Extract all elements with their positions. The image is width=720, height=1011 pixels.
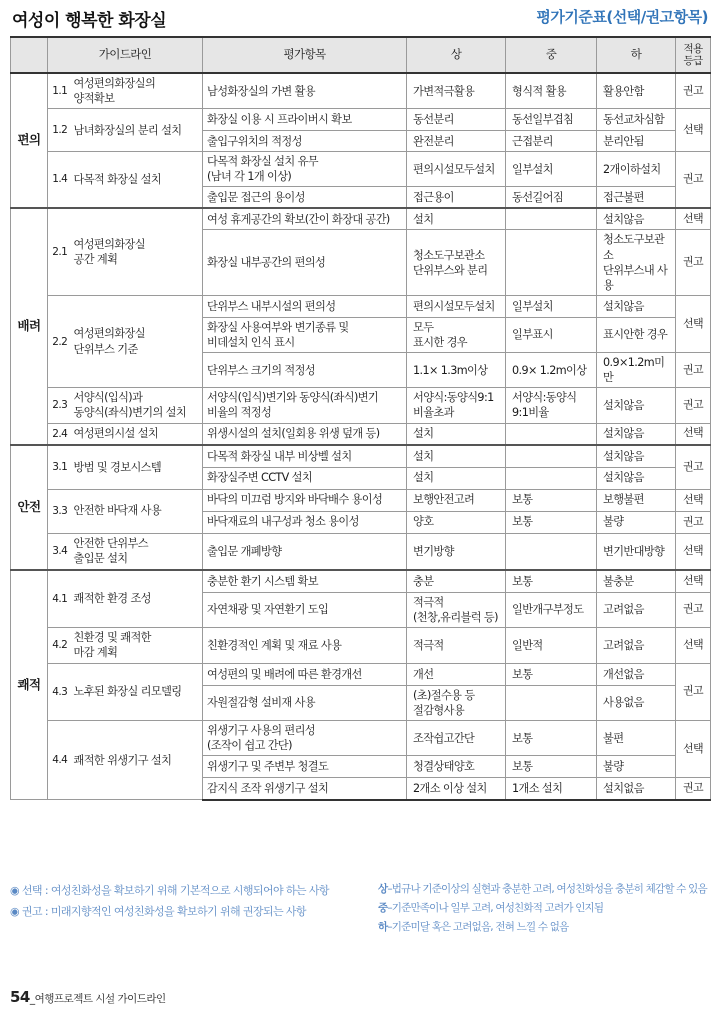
grade-cell: 권고 bbox=[676, 663, 711, 720]
legend-notes bbox=[10, 880, 710, 940]
evaluation-item: 친환경적인 계획 및 재료 사용 bbox=[203, 627, 407, 663]
evaluation-item: 위생시설의 설치(일회용 위생 덮개 등) bbox=[203, 423, 407, 445]
level-mid bbox=[506, 230, 597, 295]
evaluation-item: 위생기구 사용의 편리성 (조작이 쉽고 간단) bbox=[203, 720, 407, 755]
level-low: 활용안함 bbox=[597, 73, 676, 109]
evaluation-item: 화장실 사용여부와 변기종류 및 비데설치 인식 표시 bbox=[203, 317, 407, 352]
level-low: 불량 bbox=[597, 756, 676, 778]
grade-cell: 권고 bbox=[676, 592, 711, 627]
level-mid bbox=[506, 685, 597, 720]
level-low: 분리안됨 bbox=[597, 131, 676, 152]
table-body bbox=[11, 73, 711, 800]
level-high: 설치 bbox=[407, 467, 506, 489]
header-guideline: 가이드라인 bbox=[48, 37, 203, 73]
table-row bbox=[11, 152, 711, 187]
level-high: 보행안전고려 bbox=[407, 489, 506, 511]
level-low: 설치않음 bbox=[597, 423, 676, 445]
level-low: 고려없음 bbox=[597, 627, 676, 663]
guideline-name: 서양식(입식)과 동양식(좌식)변기의 설치 bbox=[72, 388, 203, 423]
evaluation-table bbox=[10, 36, 711, 801]
guideline-number: 2.2 bbox=[48, 295, 72, 387]
level-low: 청소도구보관소 단위부스내 사용 bbox=[597, 230, 676, 295]
level-high: 개선 bbox=[407, 663, 506, 685]
level-mid: 보통 bbox=[506, 570, 597, 592]
level-low: 설치없음 bbox=[597, 778, 676, 800]
header-item: 평가항목 bbox=[203, 37, 407, 73]
guideline-number: 1.4 bbox=[48, 152, 72, 208]
level-notes bbox=[378, 880, 718, 937]
evaluation-item: 출입문 개폐방향 bbox=[203, 533, 407, 570]
evaluation-item: 다목적 화장실 내부 비상벨 설치 bbox=[203, 445, 407, 467]
level-low: 2개이하설치 bbox=[597, 152, 676, 187]
guideline-number: 4.4 bbox=[48, 720, 72, 799]
level-mid: 보통 bbox=[506, 511, 597, 533]
grade-cell: 권고 bbox=[676, 230, 711, 295]
table-row bbox=[11, 388, 711, 423]
header-low: 하 bbox=[597, 37, 676, 73]
level-low: 설치않음 bbox=[597, 295, 676, 317]
level-low: 설치않음 bbox=[597, 208, 676, 230]
grade-cell: 선택 bbox=[676, 208, 711, 230]
grade-cell: 선택 bbox=[676, 489, 711, 511]
level-mid bbox=[506, 467, 597, 489]
evaluation-item: 출입구위치의 적정성 bbox=[203, 131, 407, 152]
grade-cell: 선택 bbox=[676, 295, 711, 352]
level-low: 표시안한 경우 bbox=[597, 317, 676, 352]
evaluation-item: 단위부스 크기의 적정성 bbox=[203, 353, 407, 388]
table-row bbox=[11, 73, 711, 109]
level-low: 변기반대방향 bbox=[597, 533, 676, 570]
table-row bbox=[11, 109, 711, 131]
guideline-name: 노후된 화장실 리모델링 bbox=[72, 663, 203, 720]
evaluation-item: 화장실 내부공간의 편의성 bbox=[203, 230, 407, 295]
level-mid: 동선일부겹침 bbox=[506, 109, 597, 131]
category-cell: 안전 bbox=[11, 445, 48, 570]
level-low: 개선없음 bbox=[597, 663, 676, 685]
level-high: 양호 bbox=[407, 511, 506, 533]
level-low: 불편 bbox=[597, 720, 676, 755]
guideline-name: 다목적 화장실 설치 bbox=[72, 152, 203, 208]
grade-cell: 선택 bbox=[676, 533, 711, 570]
header-category bbox=[11, 37, 48, 73]
guideline-number: 4.1 bbox=[48, 570, 72, 627]
guideline-name: 안전한 바닥재 사용 bbox=[72, 489, 203, 533]
guideline-name: 여성편의화장실의 양적확보 bbox=[72, 73, 203, 109]
level-high: 편의시설모두설치 bbox=[407, 295, 506, 317]
level-high: 적극적 bbox=[407, 627, 506, 663]
grade-cell: 선택 bbox=[676, 720, 711, 777]
level-high: 조작쉽고간단 bbox=[407, 720, 506, 755]
guideline-name: 친환경 및 쾌적한 마감 계획 bbox=[72, 627, 203, 663]
grade-cell: 권고 bbox=[676, 388, 711, 423]
level-high: 서양식:동양식9:1 비율초과 bbox=[407, 388, 506, 423]
level-low: 보행불편 bbox=[597, 489, 676, 511]
guideline-number: 2.4 bbox=[48, 423, 72, 445]
level-mid: 보통 bbox=[506, 756, 597, 778]
level-mid: 일부표시 bbox=[506, 317, 597, 352]
evaluation-item: 남성화장실의 가변 활용 bbox=[203, 73, 407, 109]
guideline-number: 4.2 bbox=[48, 627, 72, 663]
level-high: 적극적 (천창,유리블럭 등) bbox=[407, 592, 506, 627]
grade-cell: 권고 bbox=[676, 152, 711, 208]
evaluation-item: 바닥재료의 내구성과 청소 용이성 bbox=[203, 511, 407, 533]
evaluation-item: 자연채광 및 자연환기 도입 bbox=[203, 592, 407, 627]
table-header-row bbox=[11, 37, 711, 73]
table-row bbox=[11, 489, 711, 511]
page-number: 54 bbox=[10, 988, 30, 1006]
note-mid: 중–기준만족이나 일부 고려, 여성친화적 고려가 인지됨 bbox=[378, 902, 604, 914]
level-mid: 형식적 활용 bbox=[506, 73, 597, 109]
guideline-name: 남녀화장실의 분리 설치 bbox=[72, 109, 203, 152]
level-high: 1.1× 1.3m이상 bbox=[407, 353, 506, 388]
level-high: 변기방향 bbox=[407, 533, 506, 570]
grade-cell: 권고 bbox=[676, 511, 711, 533]
level-mid: 0.9× 1.2m이상 bbox=[506, 353, 597, 388]
evaluation-item: 화장실주변 CCTV 설치 bbox=[203, 467, 407, 489]
level-low: 설치않음 bbox=[597, 388, 676, 423]
table-row bbox=[11, 445, 711, 467]
level-high: 충분 bbox=[407, 570, 506, 592]
level-low: 설치않음 bbox=[597, 467, 676, 489]
grade-cell: 권고 bbox=[676, 73, 711, 109]
evaluation-item: 위생기구 및 주변부 청결도 bbox=[203, 756, 407, 778]
level-mid bbox=[506, 208, 597, 230]
level-high: 청결상태양호 bbox=[407, 756, 506, 778]
table-row bbox=[11, 208, 711, 230]
evaluation-item: 충분한 환기 시스템 확보 bbox=[203, 570, 407, 592]
table-row bbox=[11, 295, 711, 317]
level-low: 사용없음 bbox=[597, 685, 676, 720]
grade-cell: 권고 bbox=[676, 445, 711, 489]
level-mid: 보통 bbox=[506, 489, 597, 511]
level-high: 2개소 이상 설치 bbox=[407, 778, 506, 800]
level-mid: 일반적 bbox=[506, 627, 597, 663]
level-high: 가변적극활용 bbox=[407, 73, 506, 109]
evaluation-item: 자원절감형 설비재 사용 bbox=[203, 685, 407, 720]
table-row bbox=[11, 423, 711, 445]
level-low: 동선교차심함 bbox=[597, 109, 676, 131]
evaluation-item: 화장실 이용 시 프라이버시 확보 bbox=[203, 109, 407, 131]
grade-cell: 권고 bbox=[676, 778, 711, 800]
level-high: 완전분리 bbox=[407, 131, 506, 152]
level-high: 동선분리 bbox=[407, 109, 506, 131]
evaluation-item: 서양식(입식)변기와 동양식(좌식)변기 비율의 적정성 bbox=[203, 388, 407, 423]
evaluation-item: 다목적 화장실 설치 유무 (남녀 각 1개 이상) bbox=[203, 152, 407, 187]
guideline-name: 쾌적한 환경 조성 bbox=[72, 570, 203, 627]
level-low: 0.9×1.2m미만 bbox=[597, 353, 676, 388]
category-cell: 쾌적 bbox=[11, 570, 48, 800]
evaluation-item: 출입문 접근의 용이성 bbox=[203, 187, 407, 208]
note-recommend: ◉ 권고 : 미래지향적인 여성친화성을 확보하기 위해 권장되는 사항 bbox=[10, 905, 306, 918]
level-mid bbox=[506, 445, 597, 467]
level-mid: 보통 bbox=[506, 663, 597, 685]
guideline-number: 2.1 bbox=[48, 208, 72, 295]
level-mid: 보통 bbox=[506, 720, 597, 755]
guideline-name: 여성편의시설 설치 bbox=[72, 423, 203, 445]
note-low: 하–기준미달 혹은 고려없음, 전혀 느낄 수 없음 bbox=[378, 921, 569, 933]
table-row bbox=[11, 720, 711, 755]
grade-cell: 선택 bbox=[676, 570, 711, 592]
level-high: 모두 표시한 경우 bbox=[407, 317, 506, 352]
guideline-number: 1.2 bbox=[48, 109, 72, 152]
footer-text: _여행프로젝트 시설 가이드라인 bbox=[29, 993, 166, 1005]
guideline-number: 1.1 bbox=[48, 73, 72, 109]
level-low: 설치않음 bbox=[597, 445, 676, 467]
evaluation-item: 여성 휴게공간의 확보(간이 화장대 공간) bbox=[203, 208, 407, 230]
level-high: 설치 bbox=[407, 445, 506, 467]
level-mid bbox=[506, 423, 597, 445]
level-mid: 근접분리 bbox=[506, 131, 597, 152]
level-high: 설치 bbox=[407, 208, 506, 230]
level-mid: 일부설치 bbox=[506, 295, 597, 317]
guideline-number: 4.3 bbox=[48, 663, 72, 720]
grade-cell: 권고 bbox=[676, 353, 711, 388]
page-footer bbox=[10, 988, 166, 1006]
page-header bbox=[10, 0, 710, 34]
grade-cell: 선택 bbox=[676, 423, 711, 445]
guideline-number: 2.3 bbox=[48, 388, 72, 423]
level-mid: 1개소 설치 bbox=[506, 778, 597, 800]
header-mid: 중 bbox=[506, 37, 597, 73]
table-row bbox=[11, 570, 711, 592]
evaluation-item: 여성편의 및 배려에 따른 환경개선 bbox=[203, 663, 407, 685]
guideline-name: 쾌적한 위생기구 설치 bbox=[72, 720, 203, 799]
level-mid bbox=[506, 533, 597, 570]
page-title: 여성이 행복한 화장실 bbox=[12, 11, 167, 31]
level-low: 불량 bbox=[597, 511, 676, 533]
level-low: 접근불편 bbox=[597, 187, 676, 208]
header-grade: 적용 등급 bbox=[676, 37, 711, 73]
page-subtitle: 평가기준표(선택/권고항목) bbox=[536, 8, 708, 26]
evaluation-item: 감지식 조작 위생기구 설치 bbox=[203, 778, 407, 800]
guideline-number: 3.1 bbox=[48, 445, 72, 489]
guideline-name: 여성편의화장실 단위부스 기준 bbox=[72, 295, 203, 387]
level-mid: 일반개구부정도 bbox=[506, 592, 597, 627]
category-cell: 배려 bbox=[11, 208, 48, 445]
level-mid: 서양식:동양식 9:1비율 bbox=[506, 388, 597, 423]
level-low: 고려없음 bbox=[597, 592, 676, 627]
table-row bbox=[11, 663, 711, 685]
table-row bbox=[11, 627, 711, 663]
level-high: (초)절수용 등 절감형사용 bbox=[407, 685, 506, 720]
grade-notes bbox=[10, 880, 380, 922]
level-low: 불충분 bbox=[597, 570, 676, 592]
guideline-number: 3.4 bbox=[48, 533, 72, 570]
note-high: 상–법규나 기준이상의 실현과 충분한 고려, 여성친화성을 충분히 체감할 수 있음 bbox=[378, 883, 707, 895]
level-high: 접근용이 bbox=[407, 187, 506, 208]
grade-cell: 선택 bbox=[676, 109, 711, 152]
guideline-number: 3.3 bbox=[48, 489, 72, 533]
grade-cell: 선택 bbox=[676, 627, 711, 663]
evaluation-item: 바닥의 미끄럼 방지와 바닥배수 용이성 bbox=[203, 489, 407, 511]
level-mid: 일부설치 bbox=[506, 152, 597, 187]
header-high: 상 bbox=[407, 37, 506, 73]
table-row bbox=[11, 533, 711, 570]
level-high: 편의시설모두설치 bbox=[407, 152, 506, 187]
level-high: 청소도구보관소 단위부스와 분리 bbox=[407, 230, 506, 295]
evaluation-item: 단위부스 내부시설의 편의성 bbox=[203, 295, 407, 317]
level-mid: 동선길어짐 bbox=[506, 187, 597, 208]
category-cell: 편의 bbox=[11, 73, 48, 208]
guideline-name: 방범 및 경보시스템 bbox=[72, 445, 203, 489]
guideline-name: 안전한 단위부스 출입문 설치 bbox=[72, 533, 203, 570]
level-high: 설치 bbox=[407, 423, 506, 445]
guideline-name: 여성편의화장실 공간 계획 bbox=[72, 208, 203, 295]
note-select: ◉ 선택 : 여성친화성을 확보하기 위해 기본적으로 시행되어야 하는 사항 bbox=[10, 884, 329, 897]
